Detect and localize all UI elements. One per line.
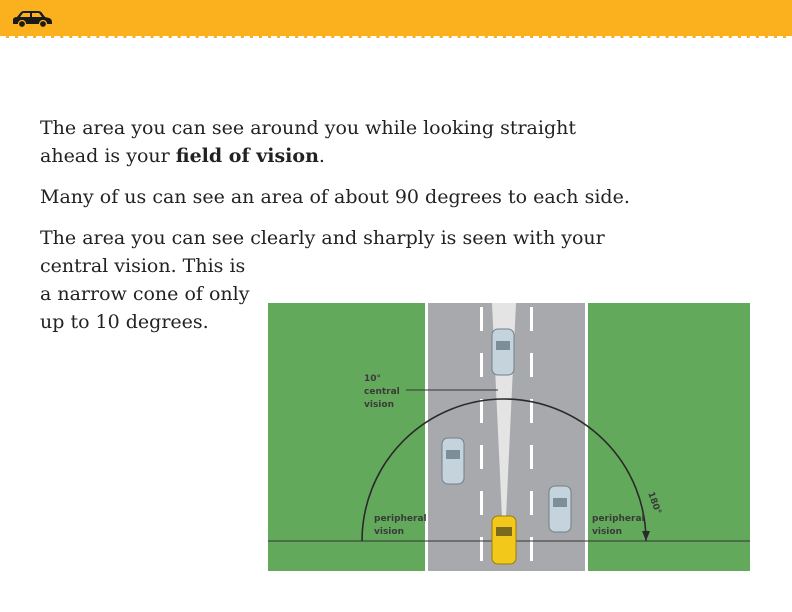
paragraph-text: The area you can see around you while looking straight ahead is your: [40, 117, 576, 167]
car-left-lane: [442, 438, 464, 484]
central-vision-degree-label: 10°: [364, 374, 382, 384]
central-vision-label-2: vision: [364, 400, 394, 410]
peripheral-vision-left-label-2: vision: [374, 527, 404, 537]
car-ahead: [492, 329, 514, 375]
field-of-vision-term: field of vision: [175, 145, 319, 167]
driver-car: [492, 516, 516, 564]
paragraph-wrapped-text: central vision. This is a narrow cone of only up to 10 degrees.: [40, 255, 250, 333]
header-bar: [0, 0, 792, 38]
paragraph-90-degrees: Many of us can see an area of about 90 degrees to each side.: [40, 186, 630, 208]
car-right-lane: [549, 486, 571, 532]
central-vision-label: central: [364, 387, 400, 397]
peripheral-vision-right-label-2: vision: [592, 527, 622, 537]
paragraph-line: The area you can see clearly and sharply is seen with your: [40, 227, 605, 249]
car-icon: [11, 9, 53, 29]
road-edge-left: [425, 303, 428, 571]
road-edge-right: [585, 303, 588, 571]
paragraph-field-of-vision: [40, 114, 640, 170]
paragraph-end: .: [318, 145, 325, 167]
peripheral-vision-right-label: peripheral: [592, 514, 645, 524]
field-of-vision-diagram: [268, 303, 750, 571]
header-dashed-line: [0, 36, 792, 39]
peripheral-vision-left-label: peripheral: [374, 514, 427, 524]
angle-180-label: 180°: [645, 490, 663, 516]
